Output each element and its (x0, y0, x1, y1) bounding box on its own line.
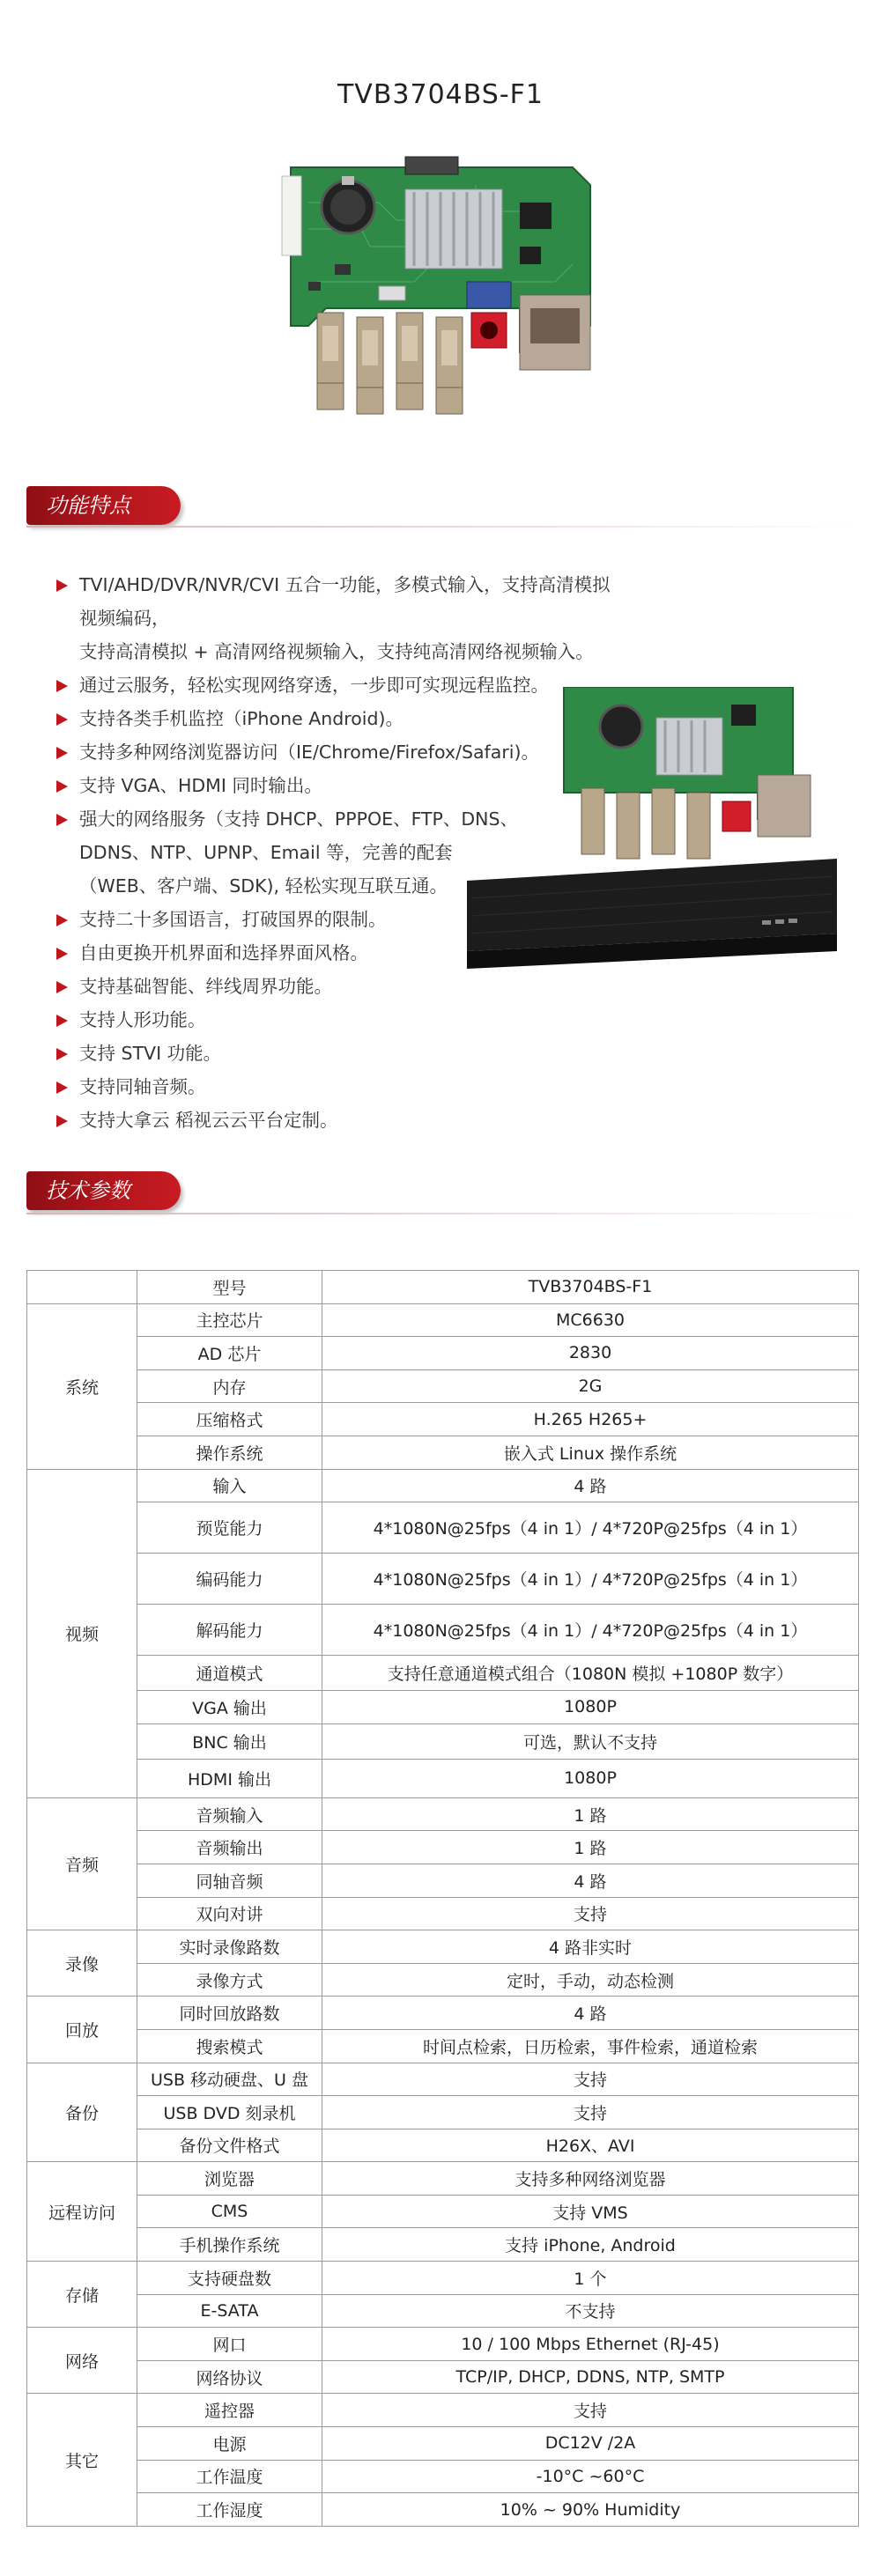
spec-key: 音频输入 (137, 1797, 322, 1831)
spec-row (27, 1723, 859, 1759)
spec-value: 10% ~ 90% Humidity (322, 2493, 859, 2527)
spec-key: 备份文件格式 (137, 2129, 322, 2162)
spec-value: 1 路 (322, 1831, 859, 1864)
feature-item: 支持基础智能、绊线周界功能。 (53, 970, 617, 1003)
spec-row (27, 1303, 859, 1337)
spec-row (27, 1502, 859, 1554)
spec-value: -10°C ~60°C (322, 2460, 859, 2493)
spec-key: USB 移动硬盘、U 盘 (137, 2063, 322, 2096)
spec-value: 4*1080N@25fps（4 in 1）/ 4*720P@25fps（4 in 1） (322, 1554, 859, 1605)
spec-row (27, 1930, 859, 1964)
spec-value: 定时，手动，动态检测 (322, 1963, 859, 1997)
spec-key: 手机操作系统 (137, 2228, 322, 2262)
spec-key: 录像方式 (137, 1963, 322, 1997)
spec-value: 1 路 (322, 1797, 859, 1831)
spec-row (27, 1691, 859, 1724)
spec-row (27, 1759, 859, 1797)
spec-key: BNC 输出 (137, 1723, 322, 1759)
spec-key: 输入 (137, 1469, 322, 1502)
spec-value: 嵌入式 Linux 操作系统 (322, 1436, 859, 1469)
spec-value: 支持 iPhone, Android (322, 2228, 859, 2262)
spec-row (27, 2294, 859, 2328)
spec-group-label: 视频 (27, 1469, 137, 1797)
spec-value: MC6630 (322, 1303, 859, 1337)
spec-row (27, 2360, 859, 2394)
spec-value: 4 路 (322, 1469, 859, 1502)
spec-value: 4 路 (322, 1997, 859, 2030)
spec-row (27, 2162, 859, 2196)
specs-heading: 技术参数 (46, 1178, 130, 1203)
spec-key: 操作系统 (137, 1436, 322, 1469)
spec-key: 实时录像路数 (137, 1930, 322, 1964)
spec-row (27, 1605, 859, 1656)
feature-item: 支持二十多国语言，打破国界的限制。 (53, 903, 617, 936)
feature-item: 自由更换开机界面和选择界面风格。 (53, 936, 617, 970)
divider (26, 1213, 855, 1214)
spec-key: 同时回放路数 (137, 1997, 322, 2030)
spec-key: 主控芯片 (137, 1303, 322, 1337)
spec-value: 4*1080N@25fps（4 in 1）/ 4*720P@25fps（4 in 1） (322, 1605, 859, 1656)
spec-row (27, 1963, 859, 1997)
spec-row (27, 1403, 859, 1436)
spec-key: 双向对讲 (137, 1897, 322, 1930)
spec-row (27, 1469, 859, 1502)
spec-row (27, 2493, 859, 2527)
spec-group-label: 回放 (27, 1997, 137, 2063)
spec-group-label (27, 1271, 137, 1304)
divider (26, 526, 855, 528)
spec-value: 支持 (322, 2096, 859, 2129)
spec-value: 支持 (322, 2394, 859, 2427)
spec-value: TVB3704BS-F1 (322, 1271, 859, 1304)
spec-row (27, 1337, 859, 1370)
feature-item: 支持 VGA、HDMI 同时输出。 (53, 769, 617, 802)
spec-row (27, 2228, 859, 2262)
spec-key: 工作湿度 (137, 2493, 322, 2527)
spec-key: 同轴音频 (137, 1864, 322, 1897)
spec-row (27, 1897, 859, 1930)
spec-value: 1080P (322, 1691, 859, 1724)
spec-value: 不支持 (322, 2294, 859, 2328)
spec-value: DC12V /2A (322, 2427, 859, 2461)
spec-group-label: 录像 (27, 1930, 137, 1997)
spec-row (27, 2129, 859, 2162)
spec-row (27, 1656, 859, 1691)
spec-value: 可选，默认不支持 (322, 1723, 859, 1759)
spec-key: 型号 (137, 1271, 322, 1304)
spec-row (27, 1997, 859, 2030)
page-title: TVB3704BS-F1 (337, 79, 544, 110)
feature-item: 支持多种网络浏览器访问（IE/Chrome/Firefox/Safari)。 (53, 735, 617, 769)
spec-value: 时间点检索，日历检索，事件检索，通道检索 (322, 2029, 859, 2063)
spec-value: TCP/IP, DHCP, DDNS, NTP, SMTP (322, 2360, 859, 2394)
spec-value: 支持 (322, 1897, 859, 1930)
spec-row (27, 2328, 859, 2361)
pcb-board-image (255, 150, 626, 449)
spec-row (27, 1554, 859, 1605)
spec-key: 编码能力 (137, 1554, 322, 1605)
spec-row (27, 2262, 859, 2295)
spec-value: 4 路 (322, 1864, 859, 1897)
spec-key: 通道模式 (137, 1656, 322, 1691)
spec-table (26, 1270, 859, 2527)
spec-key: 浏览器 (137, 2162, 322, 2196)
spec-key: CMS (137, 2195, 322, 2228)
feature-item: 支持各类手机监控（iPhone Android)。 (53, 702, 617, 735)
feature-item: 支持大拿云 稻视云云平台定制。 (53, 1103, 617, 1137)
spec-key: USB DVD 刻录机 (137, 2096, 322, 2129)
spec-group-label: 其它 (27, 2394, 137, 2526)
spec-value: 10 / 100 Mbps Ethernet (RJ-45) (322, 2328, 859, 2361)
spec-row (27, 1271, 859, 1304)
feature-item: 支持同轴音频。 (53, 1070, 617, 1103)
features-heading: 功能特点 (46, 493, 130, 518)
spec-row (27, 1797, 859, 1831)
spec-key: 压缩格式 (137, 1403, 322, 1436)
spec-value: 4 路非实时 (322, 1930, 859, 1964)
spec-key: HDMI 输出 (137, 1759, 322, 1797)
feature-item: 强大的网络服务（支持 DHCP、PPPOE、FTP、DNS、 DDNS、NTP、UPNP、Email 等，完善的配套 （WEB、客户端、SDK), 轻松实现互联互通。 (53, 802, 617, 903)
spec-key: 搜索模式 (137, 2029, 322, 2063)
spec-key: 支持硬盘数 (137, 2262, 322, 2295)
spec-row (27, 1831, 859, 1864)
spec-row (27, 2427, 859, 2461)
spec-key: 遥控器 (137, 2394, 322, 2427)
spec-key: 内存 (137, 1369, 322, 1403)
spec-row (27, 2029, 859, 2063)
spec-value: 支持 VMS (322, 2195, 859, 2228)
spec-key: AD 芯片 (137, 1337, 322, 1370)
spec-value: 1 个 (322, 2262, 859, 2295)
feature-item: 支持人形功能。 (53, 1003, 617, 1037)
spec-value: H.265 H265+ (322, 1403, 859, 1436)
spec-key: 音频输出 (137, 1831, 322, 1864)
spec-row (27, 2096, 859, 2129)
spec-row (27, 1864, 859, 1897)
spec-group-label: 网络 (27, 2328, 137, 2394)
spec-key: 网口 (137, 2328, 322, 2361)
spec-key: 解码能力 (137, 1605, 322, 1656)
spec-value: 2G (322, 1369, 859, 1403)
spec-key: 电源 (137, 2427, 322, 2461)
feature-item: TVI/AHD/DVR/NVR/CVI 五合一功能，多模式输入，支持高清模拟视频编码， 支持高清模拟 + 高清网络视频输入，支持纯高清网络视频输入。 (53, 568, 617, 668)
feature-item: 通过云服务，轻松实现网络穿透，一步即可实现远程监控。 (53, 668, 617, 702)
spec-value: 4*1080N@25fps（4 in 1）/ 4*720P@25fps（4 in 1） (322, 1502, 859, 1554)
spec-key: 工作温度 (137, 2460, 322, 2493)
spec-group-label: 存储 (27, 2262, 137, 2328)
spec-row (27, 1436, 859, 1469)
feature-item: 支持 STVI 功能。 (53, 1037, 617, 1070)
specs-banner (26, 1171, 181, 1210)
spec-row (27, 2063, 859, 2096)
spec-group-label: 音频 (27, 1797, 137, 1930)
spec-value: 1080P (322, 1759, 859, 1797)
spec-group-label: 备份 (27, 2063, 137, 2162)
spec-key: E-SATA (137, 2294, 322, 2328)
spec-value: H26X、AVI (322, 2129, 859, 2162)
spec-row (27, 2394, 859, 2427)
spec-key: 预览能力 (137, 1502, 322, 1554)
spec-group-label: 系统 (27, 1303, 137, 1469)
spec-value: 支持 (322, 2063, 859, 2096)
spec-value: 支持多种网络浏览器 (322, 2162, 859, 2196)
spec-key: VGA 输出 (137, 1691, 322, 1724)
spec-row (27, 2195, 859, 2228)
spec-key: 网络协议 (137, 2360, 322, 2394)
features-banner (26, 486, 181, 525)
spec-group-label: 远程访问 (27, 2162, 137, 2262)
spec-value: 支持任意通道模式组合（1080N 模拟 +1080P 数字） (322, 1656, 859, 1691)
spec-row (27, 1369, 859, 1403)
spec-row (27, 2460, 859, 2493)
spec-value: 2830 (322, 1337, 859, 1370)
pcb-with-case-image (467, 687, 837, 1004)
